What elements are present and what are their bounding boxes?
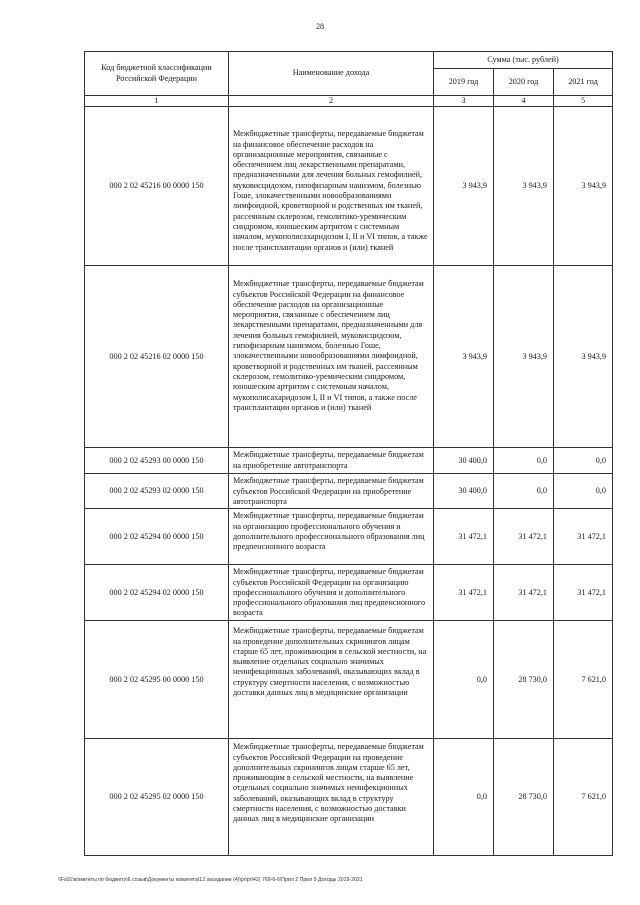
column-number-row [85,96,613,107]
row-code: 000 2 02 45294 02 0000 150 [85,565,229,621]
row-value-2021: 3 943,9 [554,266,613,448]
page-number: 28 [316,22,324,31]
row-value-2021: 7 621,0 [554,739,613,856]
row-value-2020: 0,0 [494,474,554,509]
row-name: Межбюджетные трансферты, передаваемые бюджетам субъектов Российской Федерации на проведение дополнительных скринингов лицам старше 65 лет, проживающим в сельской местности, на выявление отдельных социально значимых неинфекционных заболеваний, оказывающих вклад в структуру смертности населения, с возможностью доставки данных лиц в медицинские организации [229,739,434,856]
row-value-2019: 0,0 [434,739,494,856]
row-value-2020: 0,0 [494,448,554,474]
header-row [85,52,613,69]
row-value-2021: 0,0 [554,474,613,509]
header-year-2021: 2021 год [554,69,613,96]
column-number: 1 [85,96,229,107]
table-row [85,266,613,448]
row-value-2021: 31 472,1 [554,565,613,621]
header-code: Код бюджетной классификации Российской Федерации [85,52,229,96]
row-code: 000 2 02 45293 00 0000 150 [85,448,229,474]
table-row [85,107,613,266]
row-code: 000 2 02 45295 02 0000 150 [85,739,229,856]
table-row [85,621,613,739]
revenue-table [84,51,613,856]
row-value-2021: 7 621,0 [554,621,613,739]
column-number: 3 [434,96,494,107]
row-code: 000 2 02 45294 00 0000 150 [85,509,229,565]
row-name: Межбюджетные трансферты, передаваемые бюджетам на финансовое обеспечение расходов на организационные мероприятия, связанные с обеспечением лиц лекарственными препаратами, предназначенными для лечения больных гемофилией, муковисцидозом, гипофизарным нанизмом, болезнью Гоше, злокачественными новообразованиями лимфоидной, кроветворной и родственных им тканей, рассеянным склерозом, гемолитико-уремическим синдромом, юношеским артритом с системным началом, мукополисахаридозом I, II и VI типов, а также после трансплантации органов и (или) тканей [229,107,434,266]
row-name: Межбюджетные трансферты, передаваемые бюджетам субъектов Российской Федерации на организацию профессионального обучения и дополнительного профессионального образования лиц предпенсионного возраста [229,565,434,621]
row-code: 000 2 02 45216 00 0000 150 [85,107,229,266]
header-year-2019: 2019 год [434,69,494,96]
row-name: Межбюджетные трансферты, передаваемые бюджетам на проведение дополнительных скринингов лицам старше 65 лет, проживающим в сельской местности, на выявление отдельных социально значимых неинфекционных заболеваний, оказывающих вклад в структуру смертности населения, с возможностью доставки данных лиц в медицинские организации [229,621,434,739]
column-number: 5 [554,96,613,107]
table-row [85,474,613,509]
row-value-2019: 31 472,1 [434,509,494,565]
row-value-2019: 30 400,0 [434,474,494,509]
row-value-2019: 0,0 [434,621,494,739]
header-sum: Сумма (тыс. рублей) [434,52,613,69]
row-name: Межбюджетные трансферты, передаваемые бюджетам субъектов Российской Федерации на финансовое обеспечение расходов на организационные мероприятия, связанные с обеспечением лиц лекарственными препаратами, предназначенными для лечения больных гемофилией, муковисцидозом, гипофизарным нанизмом, болезнью Гоше, злокачественными новообразованиями лимфоидной, кроветворной и родственных им тканей, рассеянным склерозом, гемолитико-уремическим синдромом, юношеским артритом с системным началом, мукополисахаридозом I, II и VI типов, а также после трансплантации органов и (или) тканей [229,266,434,448]
row-value-2019: 31 472,1 [434,565,494,621]
row-name: Межбюджетные трансферты, передаваемые бюджетам на организацию профессионального обучения и дополнительного профессионального образования лиц предпенсионного возраста [229,509,434,565]
row-value-2020: 28 730,0 [494,621,554,739]
table-row [85,448,613,474]
row-code: 000 2 02 45295 00 0000 150 [85,621,229,739]
row-value-2020: 31 472,1 [494,565,554,621]
row-value-2021: 3 943,9 [554,107,613,266]
table-row [85,565,613,621]
column-number: 2 [229,96,434,107]
row-value-2019: 30 400,0 [434,448,494,474]
row-value-2020: 28 730,0 [494,739,554,856]
row-code: 000 2 02 45293 02 0000 150 [85,474,229,509]
row-value-2020: 3 943,9 [494,266,554,448]
table-row [85,739,613,856]
row-value-2021: 31 472,1 [554,509,613,565]
row-value-2021: 0,0 [554,448,613,474]
header-year-2020: 2020 год [494,69,554,96]
row-value-2020: 31 472,1 [494,509,554,565]
file-path-footer: \\Fs01\комитеты по бюджету\6 созыв\Документы комитета\12 заседание (4)\pr\pr\42) 769-6-6\Прил 2 Прил 9 Доходы 2019-2021 [58,877,363,883]
row-value-2019: 3 943,9 [434,107,494,266]
row-name: Межбюджетные трансферты, передаваемые бюджетам субъектов Российской Федерации на приобретение автотранспорта [229,474,434,509]
row-code: 000 2 02 45216 02 0000 150 [85,266,229,448]
column-number: 4 [494,96,554,107]
row-value-2020: 3 943,9 [494,107,554,266]
row-name: Межбюджетные трансферты, передаваемые бюджетам на приобретение автотранспорта [229,448,434,474]
header-name: Наименование дохода [229,52,434,96]
table-row [85,509,613,565]
row-value-2019: 3 943,9 [434,266,494,448]
